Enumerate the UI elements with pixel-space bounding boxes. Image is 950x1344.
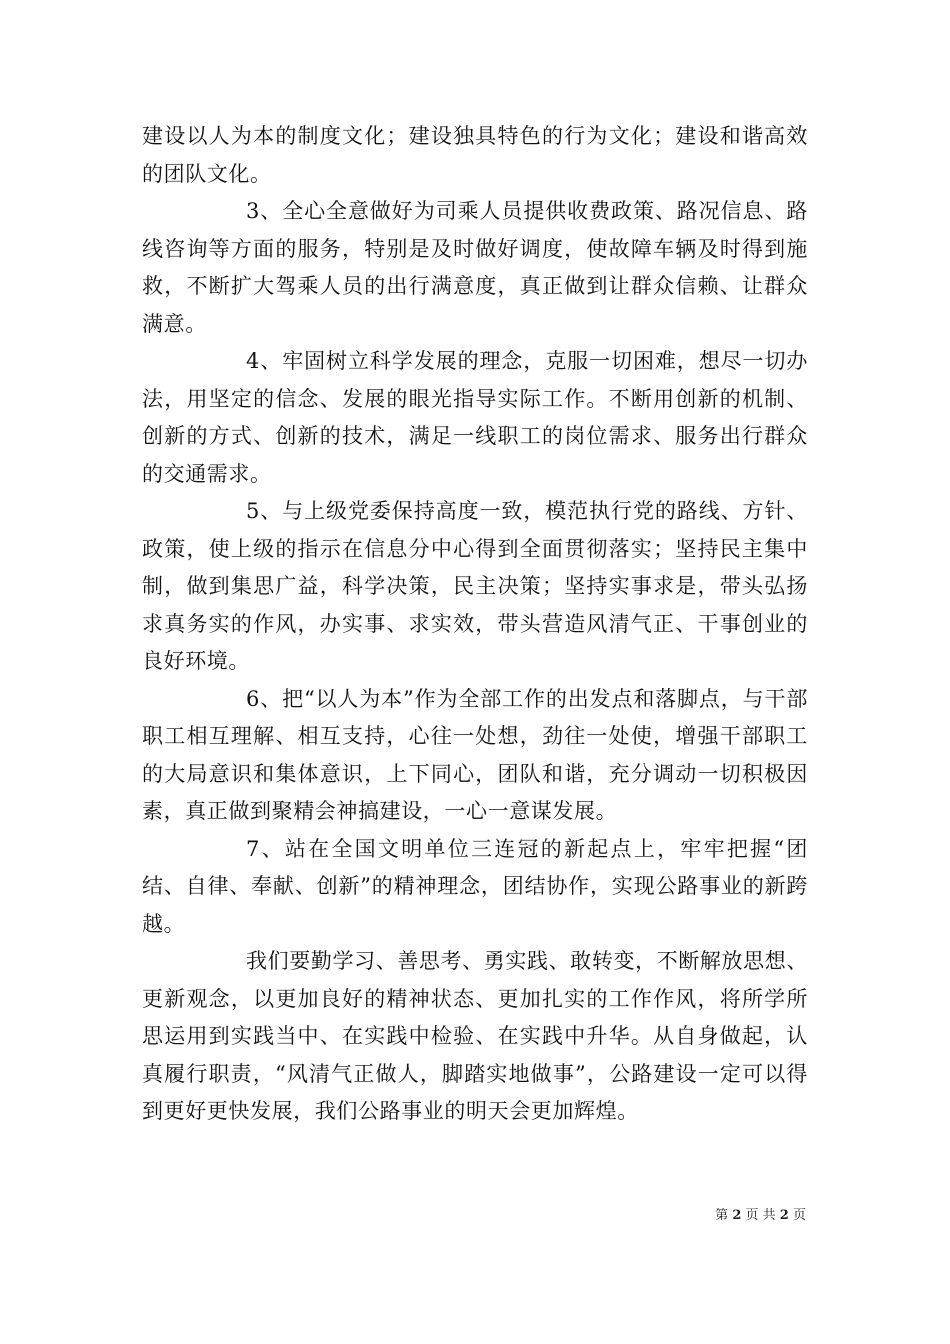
current-page-number: 2 bbox=[732, 1208, 742, 1223]
paragraph-item-4: 4、牢固树立科学发展的理念，克服一切困难，想尽一切办法，用坚定的信念、发展的眼光指导实际工作。不断用创新的机制、创新的方式、创新的技术，满足一线职工的岗位需求、服务出行群众的交通需求。 bbox=[142, 349, 808, 486]
paragraph-item-3: 3、全心全意做好为司乘人员提供收费政策、路况信息、路线咨询等方面的服务，特别是及时做好调度，使故障车辆及时得到施救，不断扩大驾乘人员的出行满意度，真正做到让群众信赖、让群众满意。 bbox=[142, 199, 808, 336]
page-number-footer bbox=[715, 1204, 806, 1223]
paragraph-conclusion: 我们要勤学习、善思考、勇实践、敢转变，不断解放思想、更新观念，以更加良好的精神状态、更加扎实的工作作风，将所学所思运用到实践当中、在实践中检验、在实践中升华。从自身做起，认真履行职责，“风清气正做人，脚踏实地做事”，公路建设一定可以得到更好更快发展，我们公路事业的明天会更加辉煌。 bbox=[142, 949, 808, 1123]
paragraph-item-5: 5、与上级党委保持高度一致，模范执行党的路线、方针、政策，使上级的指示在信息分中心得到全面贯彻落实；坚持民主集中制，做到集思广益，科学决策，民主决策；坚持实事求是，带头弘扬求真务实的作风，办实事、求实效，带头营造风清气正、干事创业的良好环境。 bbox=[142, 499, 808, 673]
document-body bbox=[142, 118, 808, 1131]
page-prefix: 第 bbox=[715, 1208, 729, 1223]
total-pages-number: 2 bbox=[779, 1208, 789, 1223]
paragraph-1: 建设以人为本的制度文化；建设独具特色的行为文化；建设和谐高效的团队文化。 bbox=[142, 124, 808, 186]
page-suffix: 页 bbox=[792, 1208, 806, 1223]
page-middle-text: 页 共 bbox=[745, 1208, 776, 1223]
paragraph-item-6: 6、把“以人为本”作为全部工作的出发点和落脚点，与干部职工相互理解、相互支持，心往一处想，劲往一处使，增强干部职工的大局意识和集体意识，上下同心，团队和谐，充分调动一切积极因素，真正做到聚精会神搞建设，一心一意谋发展。 bbox=[142, 686, 808, 823]
paragraph-item-7: 7、站在全国文明单位三连冠的新起点上，牢牢把握“团结、自律、奉献、创新”的精神理念，团结协作，实现公路事业的新跨越。 bbox=[142, 836, 808, 936]
